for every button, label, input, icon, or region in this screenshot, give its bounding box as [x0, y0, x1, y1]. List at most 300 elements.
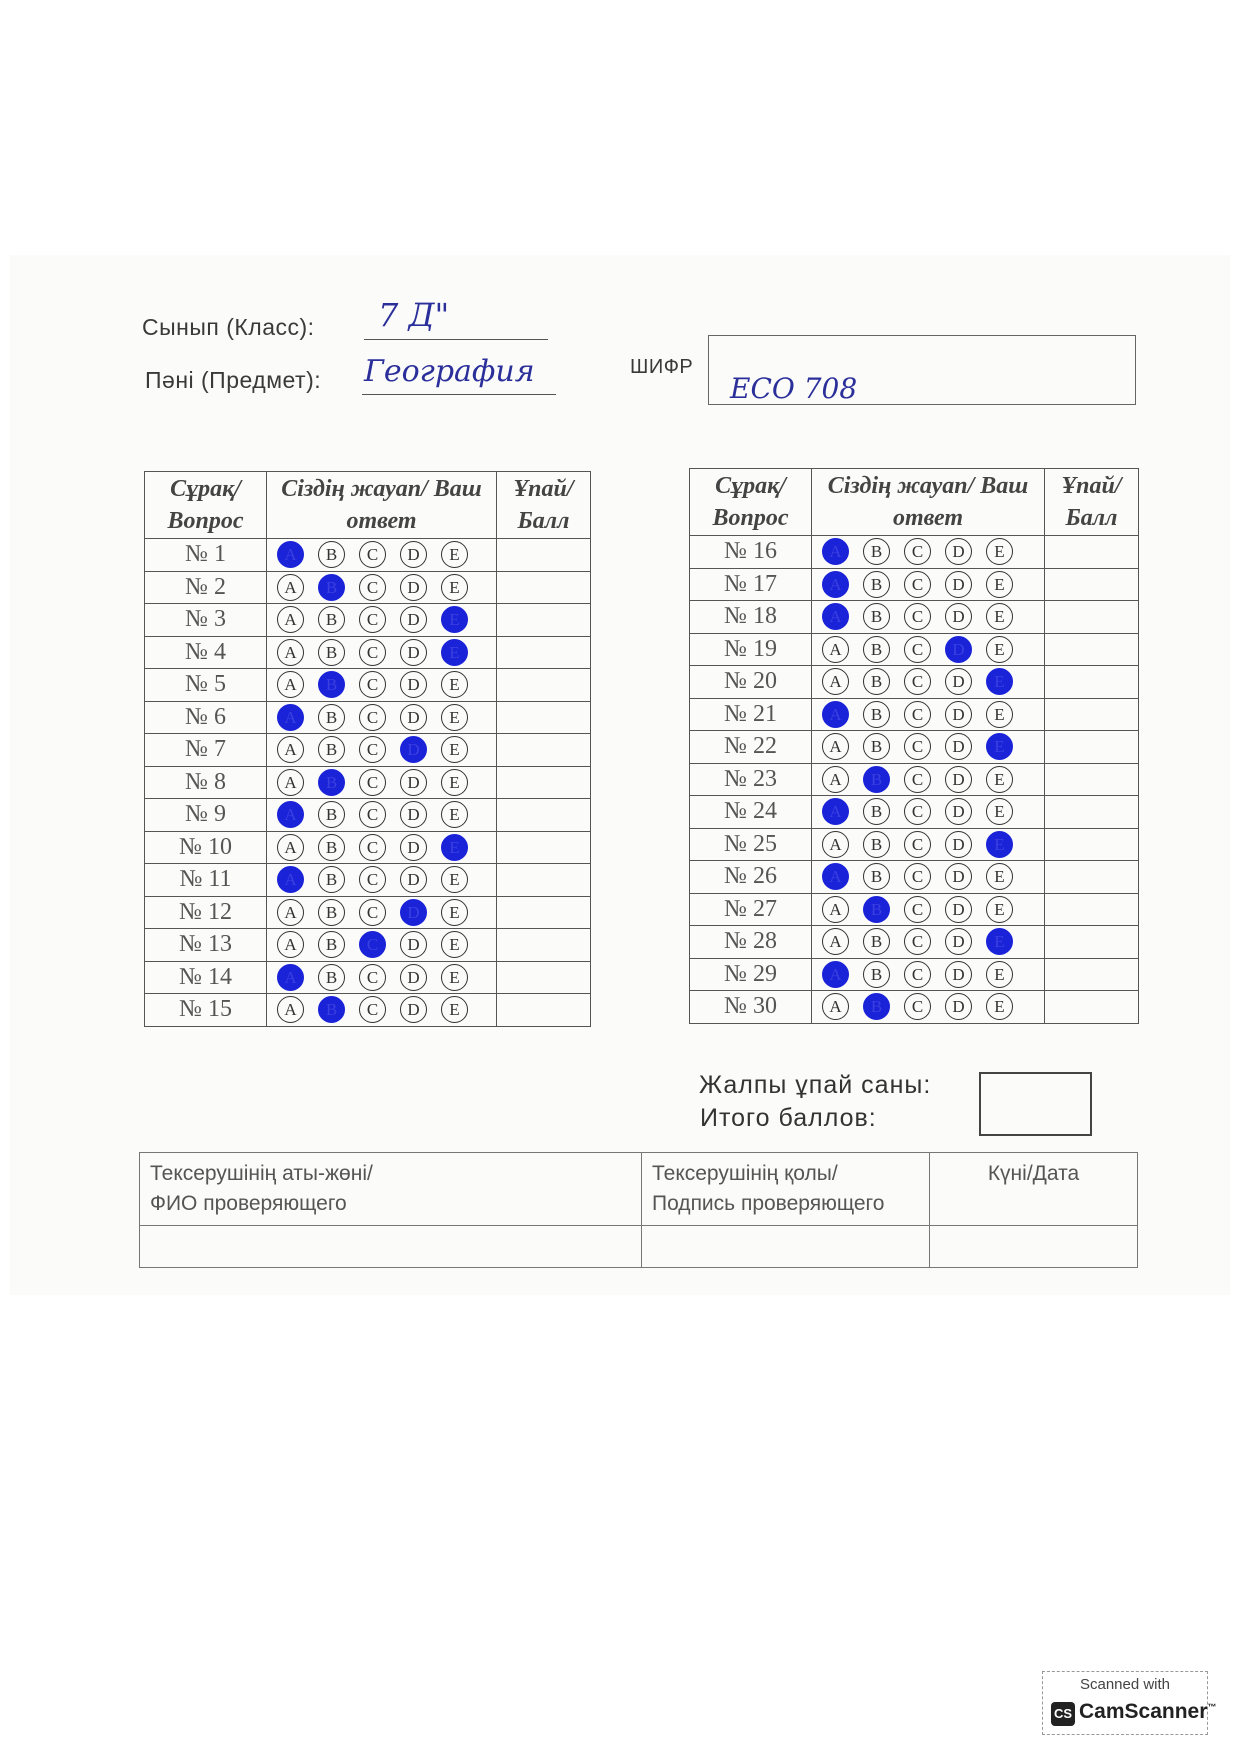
total-score-box[interactable] — [979, 1072, 1092, 1136]
table-row — [145, 799, 591, 832]
score-cell[interactable] — [1045, 666, 1139, 699]
checker-sign-cell — [642, 1153, 930, 1226]
class-value[interactable]: 7 Д" — [378, 296, 450, 334]
date-label: Күні/Дата — [987, 1162, 1080, 1185]
option-bubble-e[interactable]: E — [441, 671, 468, 698]
question-number: № 29 — [690, 958, 812, 991]
col-score-header: Ұпай/ Балл — [1045, 469, 1139, 536]
question-number: № 15 — [145, 994, 267, 1027]
option-bubble-c[interactable]: C — [359, 541, 386, 568]
option-bubble-e[interactable]: E — [986, 766, 1013, 793]
option-bubble-e[interactable]: E — [986, 961, 1013, 988]
question-number: № 9 — [145, 799, 267, 832]
class-label: Сынып (Класс): — [142, 314, 315, 340]
table-row — [690, 828, 1139, 861]
score-cell[interactable] — [1045, 763, 1139, 796]
option-bubble-d[interactable]: D — [400, 541, 427, 568]
checker-name-cell — [140, 1153, 642, 1226]
option-bubble-c[interactable]: C — [904, 831, 931, 858]
answer-options — [812, 698, 1045, 731]
option-bubble-c[interactable]: C — [359, 866, 386, 893]
option-bubble-a[interactable]: A — [277, 704, 304, 731]
option-bubble-a[interactable]: A — [277, 996, 304, 1023]
option-bubble-d[interactable]: D — [400, 639, 427, 666]
question-number: № 19 — [690, 633, 812, 666]
question-number: № 25 — [690, 828, 812, 861]
option-bubble-a[interactable]: A — [277, 769, 304, 796]
option-bubble-b[interactable]: B — [318, 866, 345, 893]
option-bubble-c[interactable]: C — [359, 704, 386, 731]
option-bubble-a[interactable]: A — [277, 964, 304, 991]
option-bubble-a[interactable]: A — [822, 928, 849, 955]
option-bubble-e[interactable]: E — [986, 863, 1013, 890]
option-bubble-c[interactable]: C — [904, 798, 931, 825]
option-bubble-d[interactable]: D — [945, 571, 972, 598]
option-bubble-a[interactable]: A — [822, 798, 849, 825]
answer-options — [267, 799, 497, 832]
option-bubble-d[interactable]: D — [400, 606, 427, 633]
option-bubble-c[interactable]: C — [359, 769, 386, 796]
answer-options — [812, 601, 1045, 634]
question-number: № 14 — [145, 961, 267, 994]
option-bubble-a[interactable]: A — [822, 733, 849, 760]
score-cell[interactable] — [497, 669, 591, 702]
checker-name-kz: Тексерушінің аты-жөні/ — [150, 1162, 373, 1185]
subject-underline — [362, 394, 556, 395]
score-cell[interactable] — [497, 961, 591, 994]
option-bubble-b[interactable]: B — [318, 574, 345, 601]
option-bubble-e[interactable]: E — [986, 733, 1013, 760]
option-bubble-c[interactable]: C — [904, 571, 931, 598]
option-bubble-d[interactable]: D — [400, 931, 427, 958]
answer-options — [267, 571, 497, 604]
option-bubble-e[interactable]: E — [986, 896, 1013, 923]
table-row — [690, 601, 1139, 634]
option-bubble-a[interactable]: A — [822, 603, 849, 630]
camscanner-name: CamScanner™ — [1079, 1700, 1217, 1723]
option-bubble-b[interactable]: B — [863, 896, 890, 923]
question-number: № 30 — [690, 991, 812, 1024]
option-bubble-b[interactable]: B — [863, 798, 890, 825]
score-cell[interactable] — [497, 636, 591, 669]
option-bubble-b[interactable]: B — [318, 964, 345, 991]
option-bubble-b[interactable]: B — [863, 701, 890, 728]
option-bubble-a[interactable]: A — [822, 668, 849, 695]
table-row — [690, 698, 1139, 731]
col-answer-header: Сіздің жауап/ Ваш ответ — [812, 469, 1045, 536]
option-bubble-b[interactable]: B — [318, 639, 345, 666]
option-bubble-a[interactable]: A — [277, 866, 304, 893]
answer-options — [267, 669, 497, 702]
option-bubble-e[interactable]: E — [986, 798, 1013, 825]
option-bubble-d[interactable]: D — [400, 834, 427, 861]
answer-options — [267, 766, 497, 799]
option-bubble-a[interactable]: A — [822, 766, 849, 793]
answer-options — [812, 731, 1045, 764]
table-row — [145, 734, 591, 767]
option-bubble-e[interactable]: E — [986, 831, 1013, 858]
option-bubble-e[interactable]: E — [441, 866, 468, 893]
option-bubble-d[interactable]: D — [945, 961, 972, 988]
cipher-value: ЕСО 708 — [730, 372, 858, 405]
answer-options — [267, 929, 497, 962]
col-question-header: Сұрақ/ Вопрос — [145, 472, 267, 539]
option-bubble-a[interactable]: A — [277, 736, 304, 763]
option-bubble-c[interactable]: C — [904, 993, 931, 1020]
signature-table — [139, 1152, 1138, 1268]
option-bubble-b[interactable]: B — [318, 899, 345, 926]
table-row — [145, 571, 591, 604]
question-number: № 4 — [145, 636, 267, 669]
score-cell[interactable] — [1045, 536, 1139, 569]
option-bubble-e[interactable]: E — [441, 606, 468, 633]
score-cell[interactable] — [497, 864, 591, 897]
question-number: № 5 — [145, 669, 267, 702]
answer-options — [812, 991, 1045, 1024]
table-row — [690, 893, 1139, 926]
option-bubble-a[interactable]: A — [277, 574, 304, 601]
option-bubble-d[interactable]: D — [400, 996, 427, 1023]
option-bubble-c[interactable]: C — [359, 736, 386, 763]
score-cell[interactable] — [1045, 893, 1139, 926]
option-bubble-a[interactable]: A — [277, 671, 304, 698]
option-bubble-a[interactable]: A — [822, 896, 849, 923]
option-bubble-b[interactable]: B — [318, 931, 345, 958]
answer-options — [267, 896, 497, 929]
option-bubble-b[interactable]: B — [863, 636, 890, 663]
checker-sign-ru: Подпись проверяющего — [652, 1192, 885, 1215]
answer-options — [267, 539, 497, 572]
option-bubble-b[interactable]: B — [863, 961, 890, 988]
table-row — [690, 666, 1139, 699]
option-bubble-a[interactable]: A — [822, 863, 849, 890]
option-bubble-d[interactable]: D — [400, 964, 427, 991]
option-bubble-e[interactable]: E — [441, 801, 468, 828]
answer-options — [812, 861, 1045, 894]
option-bubble-c[interactable]: C — [904, 701, 931, 728]
option-bubble-d[interactable]: D — [945, 993, 972, 1020]
option-bubble-d[interactable]: D — [945, 896, 972, 923]
option-bubble-e[interactable]: E — [441, 996, 468, 1023]
cipher-label: ШИФР — [630, 356, 694, 378]
table-row — [690, 731, 1139, 764]
option-bubble-b[interactable]: B — [863, 928, 890, 955]
table-row — [145, 669, 591, 702]
option-bubble-b[interactable]: B — [318, 606, 345, 633]
table-row — [690, 536, 1139, 569]
option-bubble-c[interactable]: C — [904, 863, 931, 890]
option-bubble-a[interactable]: A — [822, 571, 849, 598]
option-bubble-c[interactable]: C — [904, 766, 931, 793]
score-cell[interactable] — [497, 896, 591, 929]
option-bubble-e[interactable]: E — [986, 668, 1013, 695]
score-cell[interactable] — [1045, 926, 1139, 959]
option-bubble-c[interactable]: C — [359, 606, 386, 633]
option-bubble-a[interactable]: A — [822, 636, 849, 663]
option-bubble-c[interactable]: C — [904, 668, 931, 695]
date-input[interactable] — [930, 1226, 1138, 1268]
option-bubble-e[interactable]: E — [441, 964, 468, 991]
table-row — [145, 994, 591, 1027]
option-bubble-b[interactable]: B — [863, 603, 890, 630]
option-bubble-e[interactable]: E — [986, 538, 1013, 565]
score-cell[interactable] — [497, 604, 591, 637]
option-bubble-c[interactable]: C — [904, 603, 931, 630]
option-bubble-c[interactable]: C — [904, 928, 931, 955]
option-bubble-b[interactable]: B — [863, 538, 890, 565]
option-bubble-e[interactable]: E — [441, 769, 468, 796]
option-bubble-e[interactable]: E — [441, 639, 468, 666]
option-bubble-b[interactable]: B — [318, 996, 345, 1023]
option-bubble-e[interactable]: E — [986, 636, 1013, 663]
table-row — [690, 568, 1139, 601]
table-row — [145, 539, 591, 572]
option-bubble-b[interactable]: B — [318, 704, 345, 731]
score-cell[interactable] — [1045, 568, 1139, 601]
table-row — [145, 701, 591, 734]
col-question-header: Сұрақ/ Вопрос — [690, 469, 812, 536]
option-bubble-e[interactable]: E — [986, 603, 1013, 630]
option-bubble-d[interactable]: D — [945, 863, 972, 890]
option-bubble-a[interactable]: A — [822, 993, 849, 1020]
question-number: № 22 — [690, 731, 812, 764]
option-bubble-b[interactable]: B — [318, 671, 345, 698]
question-number: № 18 — [690, 601, 812, 634]
answer-options — [812, 958, 1045, 991]
option-bubble-d[interactable]: D — [400, 801, 427, 828]
option-bubble-c[interactable]: C — [359, 996, 386, 1023]
question-number: № 20 — [690, 666, 812, 699]
option-bubble-b[interactable]: B — [318, 736, 345, 763]
score-cell[interactable] — [1045, 731, 1139, 764]
answer-options — [267, 831, 497, 864]
score-cell[interactable] — [1045, 633, 1139, 666]
answer-options — [812, 893, 1045, 926]
option-bubble-d[interactable]: D — [945, 928, 972, 955]
option-bubble-d[interactable]: D — [400, 704, 427, 731]
option-bubble-c[interactable]: C — [904, 636, 931, 663]
option-bubble-e[interactable]: E — [441, 931, 468, 958]
col-answer-header: Сіздің жауап/ Ваш ответ — [267, 472, 497, 539]
option-bubble-e[interactable]: E — [441, 541, 468, 568]
table-row — [690, 958, 1139, 991]
checker-name-ru: ФИО проверяющего — [150, 1192, 347, 1215]
answer-options — [812, 926, 1045, 959]
score-cell[interactable] — [497, 799, 591, 832]
option-bubble-b[interactable]: B — [863, 733, 890, 760]
option-bubble-a[interactable]: A — [277, 801, 304, 828]
question-number: № 8 — [145, 766, 267, 799]
option-bubble-d[interactable]: D — [400, 574, 427, 601]
answer-options — [267, 961, 497, 994]
subject-value[interactable]: География — [364, 354, 535, 389]
option-bubble-d[interactable]: D — [945, 733, 972, 760]
option-bubble-d[interactable]: D — [400, 899, 427, 926]
score-cell[interactable] — [1045, 601, 1139, 634]
option-bubble-e[interactable]: E — [441, 899, 468, 926]
table-row — [690, 991, 1139, 1024]
option-bubble-d[interactable]: D — [945, 636, 972, 663]
option-bubble-e[interactable]: E — [986, 571, 1013, 598]
option-bubble-c[interactable]: C — [359, 834, 386, 861]
option-bubble-d[interactable]: D — [945, 603, 972, 630]
date-cell — [930, 1153, 1138, 1226]
checker-sign-kz: Тексерушінің қолы/ — [652, 1162, 838, 1185]
class-underline — [364, 339, 548, 340]
question-number: № 2 — [145, 571, 267, 604]
answer-options — [812, 828, 1045, 861]
answer-options — [812, 666, 1045, 699]
question-number: № 1 — [145, 539, 267, 572]
option-bubble-c[interactable]: C — [904, 733, 931, 760]
answer-options — [812, 568, 1045, 601]
option-bubble-a[interactable]: A — [277, 899, 304, 926]
table-row — [145, 831, 591, 864]
checker-sign-input[interactable] — [642, 1226, 930, 1268]
option-bubble-c[interactable]: C — [904, 961, 931, 988]
table-row — [690, 763, 1139, 796]
question-number: № 13 — [145, 929, 267, 962]
table-row — [145, 896, 591, 929]
option-bubble-e[interactable]: E — [441, 736, 468, 763]
option-bubble-c[interactable]: C — [359, 899, 386, 926]
option-bubble-c[interactable]: C — [359, 574, 386, 601]
score-cell[interactable] — [1045, 991, 1139, 1024]
option-bubble-b[interactable]: B — [318, 769, 345, 796]
option-bubble-b[interactable]: B — [863, 831, 890, 858]
score-cell[interactable] — [1045, 958, 1139, 991]
score-cell[interactable] — [1045, 828, 1139, 861]
score-cell[interactable] — [1045, 861, 1139, 894]
question-number: № 21 — [690, 698, 812, 731]
scanned-with-text: Scanned with — [1079, 1676, 1171, 1693]
option-bubble-c[interactable]: C — [904, 896, 931, 923]
option-bubble-a[interactable]: A — [277, 541, 304, 568]
option-bubble-b[interactable]: B — [863, 766, 890, 793]
score-cell[interactable] — [497, 571, 591, 604]
score-cell[interactable] — [497, 929, 591, 962]
answer-options — [812, 796, 1045, 829]
camscanner-watermark — [1042, 1671, 1217, 1735]
option-bubble-b[interactable]: B — [318, 541, 345, 568]
option-bubble-b[interactable]: B — [863, 863, 890, 890]
option-bubble-a[interactable]: A — [277, 639, 304, 666]
option-bubble-c[interactable]: C — [904, 538, 931, 565]
option-bubble-c[interactable]: C — [359, 964, 386, 991]
option-bubble-d[interactable]: D — [945, 798, 972, 825]
answer-options — [267, 636, 497, 669]
question-number: № 3 — [145, 604, 267, 637]
question-number: № 7 — [145, 734, 267, 767]
score-cell[interactable] — [497, 766, 591, 799]
option-bubble-e[interactable]: E — [441, 834, 468, 861]
checker-name-input[interactable] — [140, 1226, 642, 1268]
answer-table-right — [689, 468, 1139, 1024]
total-label-ru: Итого баллов: — [700, 1104, 877, 1132]
option-bubble-a[interactable]: A — [822, 961, 849, 988]
option-bubble-c[interactable]: C — [359, 671, 386, 698]
option-bubble-b[interactable]: B — [863, 668, 890, 695]
answer-table-left — [144, 471, 591, 1027]
option-bubble-b[interactable]: B — [318, 834, 345, 861]
answer-options — [267, 864, 497, 897]
option-bubble-e[interactable]: E — [986, 701, 1013, 728]
table-row — [145, 961, 591, 994]
option-bubble-a[interactable]: A — [277, 834, 304, 861]
option-bubble-a[interactable]: A — [277, 931, 304, 958]
option-bubble-e[interactable]: E — [441, 574, 468, 601]
answer-options — [267, 604, 497, 637]
question-number: № 28 — [690, 926, 812, 959]
answer-options — [267, 734, 497, 767]
question-number: № 17 — [690, 568, 812, 601]
option-bubble-b[interactable]: B — [863, 993, 890, 1020]
answer-options — [812, 633, 1045, 666]
option-bubble-a[interactable]: A — [277, 606, 304, 633]
option-bubble-e[interactable]: E — [986, 928, 1013, 955]
score-cell[interactable] — [1045, 796, 1139, 829]
question-number: № 12 — [145, 896, 267, 929]
answer-options — [812, 536, 1045, 569]
option-bubble-c[interactable]: C — [359, 931, 386, 958]
total-label-kz: Жалпы ұпай саны: — [699, 1071, 932, 1099]
option-bubble-d[interactable]: D — [945, 766, 972, 793]
table-row — [145, 766, 591, 799]
table-row — [690, 861, 1139, 894]
option-bubble-b[interactable]: B — [318, 801, 345, 828]
option-bubble-c[interactable]: C — [359, 639, 386, 666]
score-cell[interactable] — [497, 831, 591, 864]
score-cell[interactable] — [497, 539, 591, 572]
answer-options — [812, 763, 1045, 796]
option-bubble-d[interactable]: D — [400, 671, 427, 698]
option-bubble-d[interactable]: D — [945, 668, 972, 695]
score-cell[interactable] — [497, 701, 591, 734]
question-number: № 6 — [145, 701, 267, 734]
option-bubble-e[interactable]: E — [441, 704, 468, 731]
option-bubble-c[interactable]: C — [359, 801, 386, 828]
table-row — [690, 633, 1139, 666]
option-bubble-d[interactable]: D — [400, 769, 427, 796]
question-number: № 23 — [690, 763, 812, 796]
answer-options — [267, 994, 497, 1027]
option-bubble-a[interactable]: A — [822, 538, 849, 565]
option-bubble-e[interactable]: E — [986, 993, 1013, 1020]
option-bubble-d[interactable]: D — [945, 831, 972, 858]
option-bubble-a[interactable]: A — [822, 831, 849, 858]
score-cell[interactable] — [1045, 698, 1139, 731]
question-number: № 27 — [690, 893, 812, 926]
table-row — [690, 796, 1139, 829]
option-bubble-d[interactable]: D — [945, 538, 972, 565]
question-number: № 11 — [145, 864, 267, 897]
option-bubble-a[interactable]: A — [822, 701, 849, 728]
option-bubble-d[interactable]: D — [400, 736, 427, 763]
question-number: № 16 — [690, 536, 812, 569]
question-number: № 24 — [690, 796, 812, 829]
option-bubble-b[interactable]: B — [863, 571, 890, 598]
col-score-header: Ұпай/ Балл — [497, 472, 591, 539]
score-cell[interactable] — [497, 994, 591, 1027]
option-bubble-d[interactable]: D — [945, 701, 972, 728]
score-cell[interactable] — [497, 734, 591, 767]
option-bubble-d[interactable]: D — [400, 866, 427, 893]
question-number: № 26 — [690, 861, 812, 894]
question-number: № 10 — [145, 831, 267, 864]
subject-label: Пəні (Предмет): — [145, 367, 322, 393]
answer-options — [267, 701, 497, 734]
table-row — [145, 929, 591, 962]
